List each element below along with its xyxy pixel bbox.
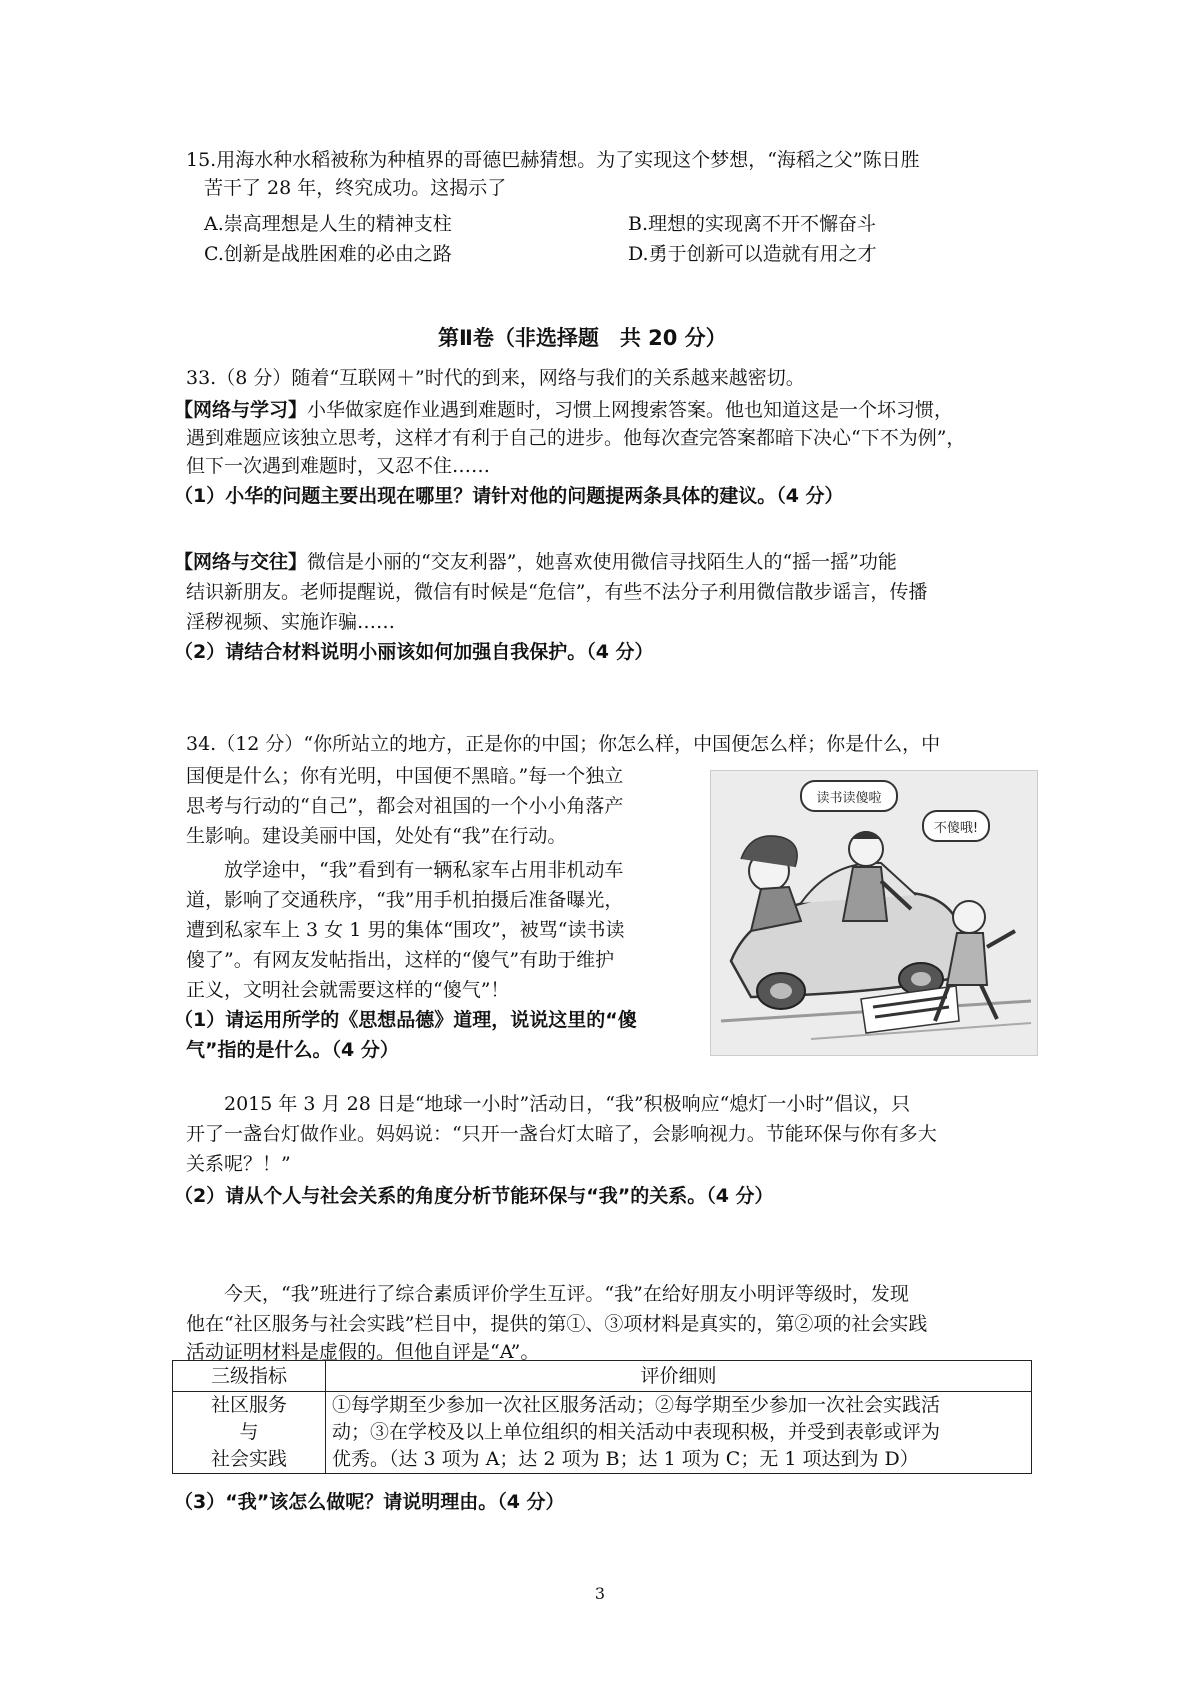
q34-para2-line1: 放学途中，“我”看到有一辆私家车占用非机动车 xyxy=(224,859,624,881)
q34-sub-question-3: （3）“我”该怎么做呢？请说明理由。（4 分） xyxy=(174,1491,565,1513)
q15-stem-line2: 苦干了 28 年，终究成功。这揭示了 xyxy=(204,177,507,199)
q33-intro: 33.（8 分）随着“互联网＋”时代的到来，网络与我们的关系越来越密切。 xyxy=(186,367,805,389)
cartoon-illustration xyxy=(710,770,1038,1056)
indicator-line2: 与 xyxy=(239,1421,259,1443)
q34-para2-line3: 遭到私家车上 3 女 1 男的集体“围攻”，被骂“读书读 xyxy=(186,919,625,941)
q34-para2-line4: 傻了”。有网友发帖指出，这样的“傻气”有助于维护 xyxy=(186,949,615,971)
evaluation-table xyxy=(172,1360,1032,1474)
q15-option-b: B.理想的实现离不开不懈奋斗 xyxy=(628,213,877,235)
q33-material2-line3: 淫秽视频、实施诈骗…… xyxy=(186,611,396,633)
cartoon-bubble-2: 不傻哦! xyxy=(933,821,979,836)
q33-sub-question-2: （2）请结合材料说明小丽该如何加强自我保护。（4 分） xyxy=(174,641,654,663)
q15-option-d: D.勇于创新可以造就有用之才 xyxy=(628,243,877,265)
q34-para3-line2: 开了一盏台灯做作业。妈妈说：“只开一盏台灯太暗了，会影响视力。节能环保与你有多大 xyxy=(186,1123,937,1145)
section-title: 第Ⅱ卷（非选择题 共 20 分） xyxy=(438,326,727,350)
q34-para2-line2: 道，影响了交通秩序，“我”用手机拍摄后准备曝光， xyxy=(186,889,624,911)
q33-material1-line1 xyxy=(174,396,953,424)
q15-option-c: C.创新是战胜困难的必由之路 xyxy=(204,243,452,265)
q33-material1-line2: 遇到难题应该独立思考，这样才有利于自己的进步。他每次查完答案都暗下决心“下不为例”， xyxy=(186,427,966,449)
q15-option-a: A.崇高理想是人生的精神支柱 xyxy=(204,213,452,235)
q34-para4-line2: 他在“社区服务与社会实践”栏目中，提供的第①、③项材料是真实的，第②项的社会实践 xyxy=(186,1313,928,1335)
table-row xyxy=(173,1392,1032,1474)
q34-sub-question-2: （2）请从个人与社会关系的角度分析节能环保与“我”的关系。（4 分） xyxy=(174,1185,774,1207)
q34-line4: 生影响。建设美丽中国，处处有“我”在行动。 xyxy=(186,825,567,847)
table-cell-criteria xyxy=(326,1392,1032,1474)
table-header-row xyxy=(173,1361,1032,1392)
indicator-line1: 社区服务 xyxy=(210,1394,287,1416)
table-cell-indicator xyxy=(173,1392,326,1474)
q34-line1: 34.（12 分）“你所站立的地方，正是你的中国；你怎么样，中国便怎么样；你是什么，中 xyxy=(186,733,941,755)
table-header-indicator: 三级指标 xyxy=(173,1361,326,1392)
q33-material2-line1 xyxy=(174,548,897,576)
criteria-line3: 优秀。（达 3 项为 A；达 2 项为 B；达 1 项为 C；无 1 项达到为 D） xyxy=(332,1448,919,1470)
cartoon-drawing xyxy=(711,771,1037,1055)
cartoon-bubble-1: 读书读傻啦 xyxy=(816,791,882,806)
q34-para4-line3: 活动证明材料是虚假的。但他自评是“A”。 xyxy=(186,1341,540,1363)
q34-sub-question-1-line2: 气”指的是什么。（4 分） xyxy=(186,1039,399,1061)
q33-material1-text: 小华做家庭作业遇到难题时，习惯上网搜索答案。他也知道这是一个坏习惯， xyxy=(307,399,954,421)
q33-material1-line3: 但下一次遇到难题时，又忍不住…… xyxy=(186,455,491,477)
q33-sub-question-1: （1）小华的问题主要出现在哪里？请针对他的问题提两条具体的建议。（4 分） xyxy=(174,485,844,507)
criteria-line2: 动；③在学校及以上单位组织的相关活动中表现积极，并受到表彰或评为 xyxy=(332,1421,941,1443)
q34-sub-question-1-line1: （1）请运用所学的《思想品德》道理，说说这里的“傻 xyxy=(174,1009,637,1031)
table-header-criteria: 评价细则 xyxy=(326,1361,1032,1392)
q34-para2-line5: 正义，文明社会就需要这样的“傻气”！ xyxy=(186,979,510,1001)
q34-para4-line1: 今天，“我”班进行了综合素质评价学生互评。“我”在给好朋友小明评等级时，发现 xyxy=(224,1283,909,1305)
page-number: 3 xyxy=(594,1584,606,1603)
indicator-line3: 社会实践 xyxy=(210,1448,287,1470)
q34-line2: 国便是什么；你有光明，中国便不黑暗。”每一个独立 xyxy=(186,765,624,787)
q34-para3-line3: 关系呢？！” xyxy=(186,1153,291,1175)
q15-stem-line1: 15.用海水种水稻被称为种植界的哥德巴赫猜想。为了实现这个梦想，“海稻之父”陈日胜 xyxy=(186,149,920,171)
q34-para3-line1: 2015 年 3 月 28 日是“地球一小时”活动日，“我”积极响应“熄灯一小时”倡议，只 xyxy=(224,1093,911,1115)
criteria-line1: ①每学期至少参加一次社区服务活动；②每学期至少参加一次社会实践活 xyxy=(332,1394,941,1416)
q34-line3: 思考与行动的“自己”，都会对祖国的一个小小角落产 xyxy=(186,795,624,817)
q33-material2-tag: 【网络与交往】 xyxy=(174,551,308,573)
q33-material2-text: 微信是小丽的“交友利器”，她喜欢使用微信寻找陌生人的“摇一摇”功能 xyxy=(307,551,897,573)
q33-material2-line2: 结识新朋友。老师提醒说，微信有时候是“危信”，有些不法分子利用微信散步谣言，传播 xyxy=(186,581,928,603)
q33-material1-tag: 【网络与学习】 xyxy=(174,399,308,421)
